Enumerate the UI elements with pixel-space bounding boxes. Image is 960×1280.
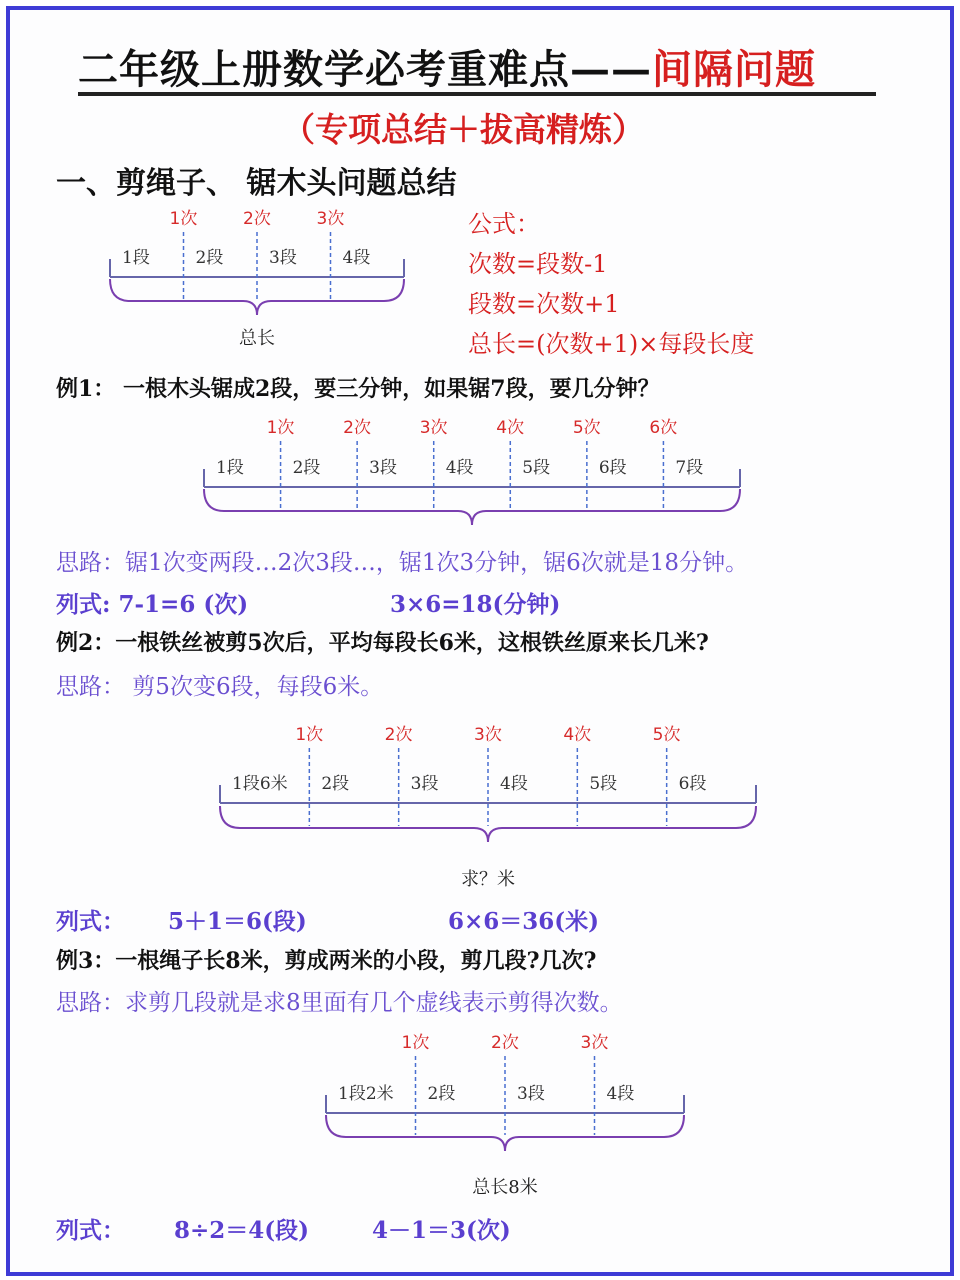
segment-label: 4段 bbox=[342, 248, 371, 268]
cut-label: 3次 bbox=[580, 1033, 609, 1053]
cut-label: 3次 bbox=[419, 418, 448, 438]
segment-label: 3段 bbox=[410, 774, 439, 794]
example2-calc-2: 6×6＝36(米) bbox=[448, 908, 600, 935]
cut-label: 6次 bbox=[649, 418, 678, 438]
title-highlight: 间隔问题 bbox=[652, 46, 816, 93]
segment-label: 6段 bbox=[598, 458, 627, 478]
cut-label: 2次 bbox=[491, 1033, 519, 1053]
diagram-4 bbox=[326, 1033, 684, 1198]
segment-label: 2段 bbox=[427, 1084, 456, 1104]
example2-calc-1: 5＋1＝6(段) bbox=[168, 908, 307, 935]
diagram-2 bbox=[204, 418, 740, 525]
example3-calc-1: 8÷2＝4(段) bbox=[174, 1217, 310, 1244]
cut-label: 1次 bbox=[295, 725, 324, 745]
segment-label: 5段 bbox=[522, 458, 551, 478]
example2-thought: 思路： 剪5次变6段，每段6米。 bbox=[56, 674, 384, 700]
formula-line-2: 段数=次数+1 bbox=[468, 290, 620, 318]
segment-label: 2段 bbox=[292, 458, 321, 478]
example1-calc-1: 列式: 7-1=6 (次) bbox=[56, 591, 249, 618]
segment-label: 4段 bbox=[606, 1084, 635, 1104]
segment-label: 3段 bbox=[517, 1084, 545, 1104]
cut-label: 3次 bbox=[316, 209, 345, 229]
page-subtitle: （专项总结＋拔高精炼） bbox=[282, 110, 645, 149]
cut-label: 4次 bbox=[563, 725, 592, 745]
brace-label: 总长 bbox=[239, 328, 275, 349]
formula-line-1: 次数=段数-1 bbox=[468, 250, 608, 278]
cut-label: 2次 bbox=[343, 418, 371, 438]
segment-label: 5段 bbox=[589, 774, 618, 794]
section-title: 一、剪绳子、 锯木头问题总结 bbox=[56, 166, 457, 201]
segment-label: 1段 bbox=[122, 248, 150, 268]
segment-label: 3段 bbox=[369, 458, 397, 478]
diagram-3 bbox=[220, 725, 756, 890]
example3-calc-label: 列式： bbox=[56, 1217, 125, 1244]
segment-label: 1段6米 bbox=[232, 774, 288, 794]
example3-calc-2: 4－1＝3(次) bbox=[372, 1217, 511, 1244]
segment-label: 3段 bbox=[269, 248, 297, 268]
formula-line-3: 总长=(次数+1)×每段长度 bbox=[468, 330, 755, 358]
brace-label: 求？米 bbox=[461, 869, 515, 890]
cut-label: 2次 bbox=[243, 209, 271, 229]
diagram-1 bbox=[110, 209, 404, 349]
example3-question: 例3：一根绳子长8米，剪成两米的小段，剪几段?几次? bbox=[56, 948, 597, 974]
segment-label: 4段 bbox=[445, 458, 474, 478]
brace-label: 总长8米 bbox=[472, 1177, 538, 1198]
cut-label: 4次 bbox=[496, 418, 525, 438]
cut-label: 3次 bbox=[474, 725, 502, 745]
cut-label: 5次 bbox=[572, 418, 601, 438]
cut-label: 1次 bbox=[401, 1033, 430, 1053]
segment-label: 1段 bbox=[216, 458, 244, 478]
segment-label: 2段 bbox=[321, 774, 350, 794]
segment-label: 2段 bbox=[195, 248, 224, 268]
segment-label: 6段 bbox=[678, 774, 707, 794]
cut-label: 1次 bbox=[169, 209, 198, 229]
example3-thought: 思路：求剪几段就是求8里面有几个虚线表示剪得次数。 bbox=[56, 990, 623, 1016]
example1-thought: 思路：锯1次变两段…2次3段…，锯1次3分钟，锯6次就是18分钟。 bbox=[56, 550, 749, 576]
cut-label: 2次 bbox=[384, 725, 413, 745]
example2-question: 例2：一根铁丝被剪5次后，平均每段长6米，这根铁丝原来长几米? bbox=[56, 630, 709, 656]
segment-label: 1段2米 bbox=[338, 1084, 394, 1104]
example2-calc-label: 列式： bbox=[56, 908, 125, 935]
example1-calc-2: 3×6=18(分钟) bbox=[390, 591, 561, 618]
formula-heading: 公式： bbox=[468, 210, 540, 238]
example1-question: 例1： 一根木头锯成2段，要三分钟，如果锯7段，要几分钟？ bbox=[56, 376, 660, 402]
segment-label: 7段 bbox=[675, 458, 704, 478]
cut-label: 5次 bbox=[652, 725, 681, 745]
cut-label: 1次 bbox=[266, 418, 295, 438]
brace bbox=[204, 489, 740, 525]
segment-label: 4段 bbox=[500, 774, 528, 794]
title-main: 二年级上册数学必考重难点—— bbox=[78, 46, 652, 93]
